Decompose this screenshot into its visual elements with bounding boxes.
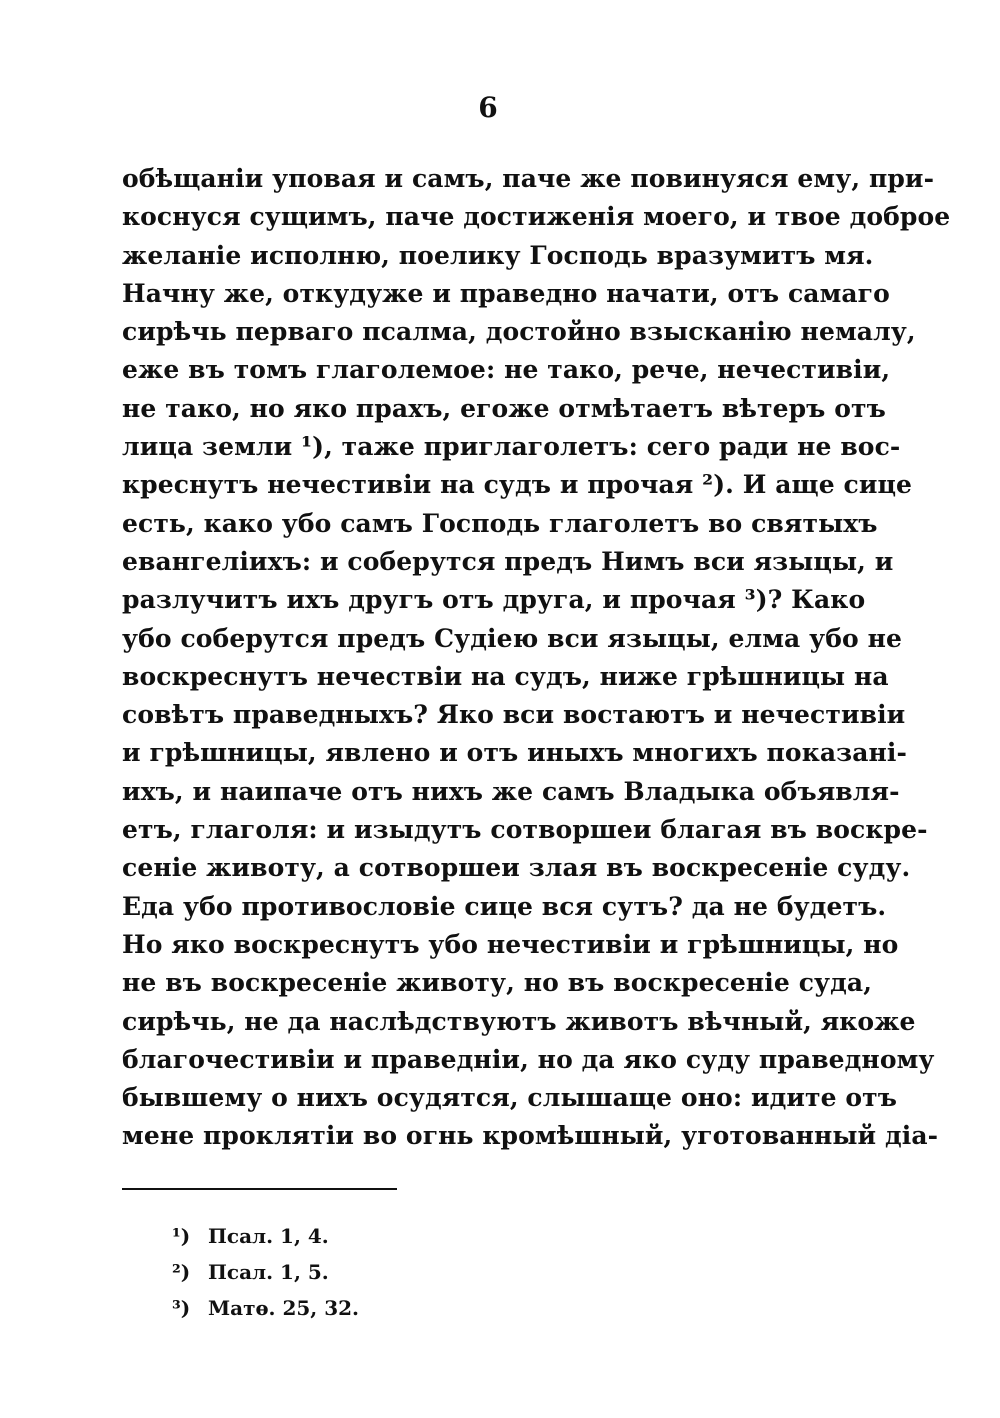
text-line: сирѣчь, не да наслѣдствуютъ животъ вѣчный, якоже	[122, 1006, 916, 1036]
footnote-2	[172, 1254, 359, 1290]
text-line: еже въ томъ глаголемое: не тако, рече, нечестивіи,	[122, 355, 891, 385]
text-line: есть, како убо самъ Господь глаголетъ во святыхъ	[122, 508, 878, 538]
text-line: Начну же, откудуже и праведно начати, отъ самаго	[122, 278, 890, 308]
footnote-mark: ²)	[172, 1260, 191, 1284]
text-line: разлучитъ ихъ другъ отъ друга, и прочая ³)? Како	[122, 585, 866, 615]
footnote-text: Псал. 1, 5.	[208, 1260, 329, 1284]
text-line: Но яко воскреснутъ убо нечестивіи и грѣшницы, но	[122, 929, 899, 959]
text-line: лица земли ¹), таже приглаголетъ: сего ради не вос-	[122, 432, 901, 462]
text-line: етъ, глаголя: и изыдутъ сотворшеи благая въ воскре-	[122, 815, 928, 845]
footnote-mark: ³)	[172, 1296, 191, 1320]
footnote-divider	[122, 1188, 397, 1190]
text-line: воскреснутъ нечествіи на судъ, ниже грѣшницы на	[122, 661, 889, 691]
footnotes	[172, 1218, 359, 1326]
text-line: мене проклятіи во огнь кромѣшный, уготованный діа-	[122, 1121, 939, 1151]
footnote-mark: ¹)	[172, 1224, 191, 1248]
text-line: сеніе животу, а сотворшеи злая въ воскресеніе суду.	[122, 853, 911, 883]
text-line: бывшему о нихъ осудятся, слышаще оно: идите отъ	[122, 1083, 898, 1113]
text-line: креснутъ нечестивіи на судъ и прочая ²). И аще сице	[122, 470, 913, 500]
footnote-text: Матѳ. 25, 32.	[208, 1296, 360, 1320]
text-line: и грѣшницы, явлено и отъ иныхъ многихъ показані-	[122, 738, 907, 768]
footnote-1	[172, 1218, 359, 1254]
text-line: не тако, но яко прахъ, егоже отмѣтаетъ вѣтеръ отъ	[122, 393, 886, 423]
text-line: убо соберутся предъ Судіею вси языцы, елма убо не	[122, 623, 903, 653]
text-line: Еда убо противословіе сице вся сутъ? да не будетъ.	[122, 891, 887, 921]
text-line: обѣщаніи уповая и самъ, паче же повинуяся ему, при-	[122, 164, 935, 193]
text-line: совѣтъ праведныхъ? Яко вси востаютъ и нечестивіи	[122, 700, 906, 730]
text-line: сирѣчь перваго псалма, достойно взысканію немалу,	[122, 317, 916, 347]
text-line: желаніе исполню, поелику Господь вразумитъ мя.	[122, 240, 874, 270]
page-number: 6	[478, 91, 498, 124]
text-line: благочестивіи и праведніи, но да яко суду праведному	[122, 1044, 935, 1074]
text-line: не въ воскресеніе животу, но въ воскресеніе суда,	[122, 968, 872, 998]
text-line: ихъ, и наипаче отъ нихъ же самъ Владыка объявля-	[122, 776, 900, 806]
body-text	[122, 160, 951, 1156]
text-line: евангеліихъ: и соберутся предъ Нимъ вси языцы, и	[122, 546, 894, 576]
footnote-text: Псал. 1, 4.	[208, 1224, 329, 1248]
text-line: коснуся сущимъ, паче достиженія моего, и твое доброе	[122, 202, 951, 232]
footnote-3	[172, 1290, 359, 1326]
